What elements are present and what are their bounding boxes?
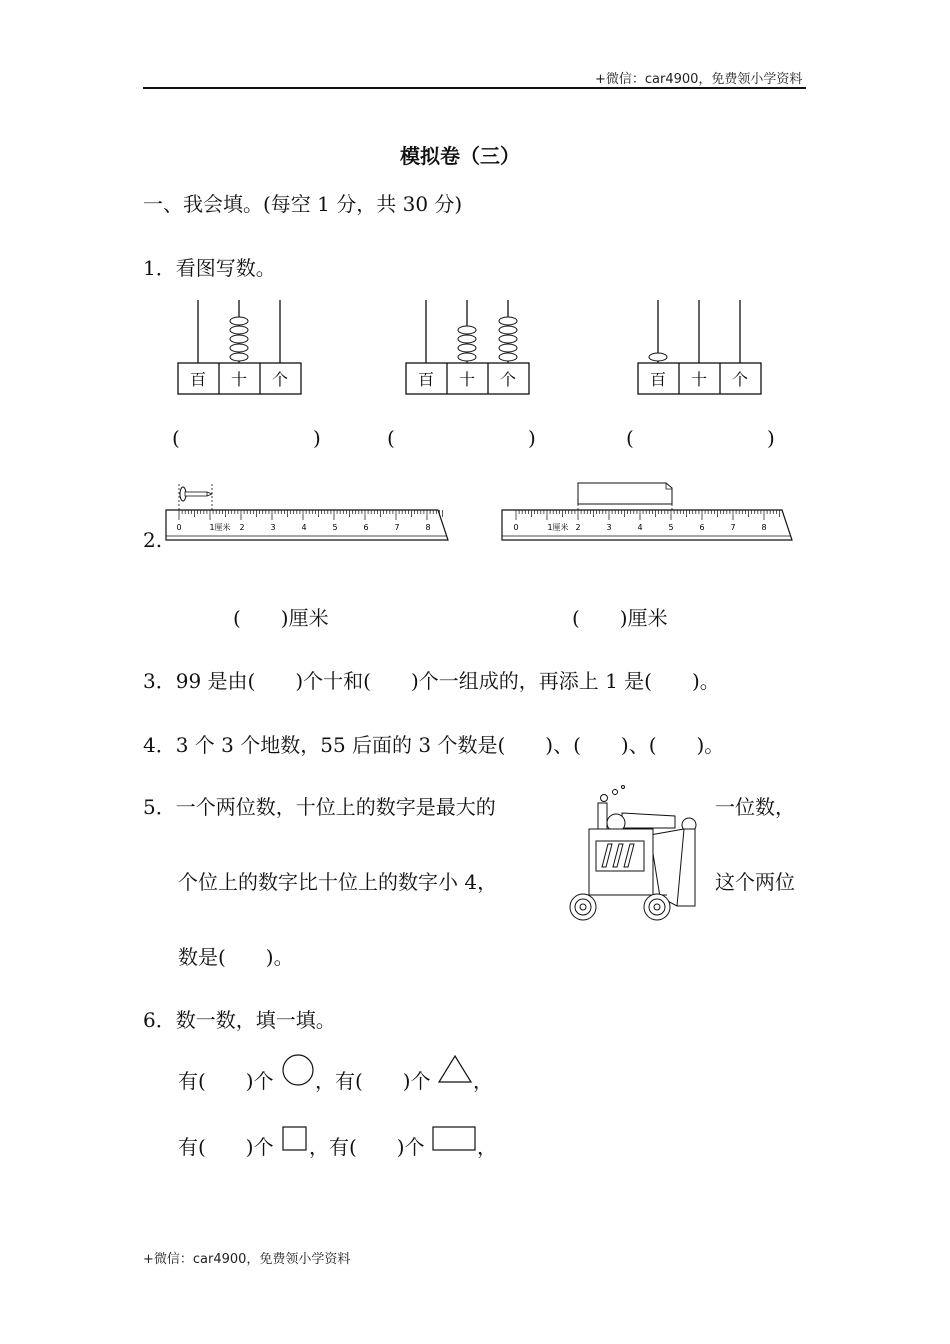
- place-label-hundreds: 百: [649, 370, 667, 389]
- bead: [499, 326, 517, 334]
- q6-row2-rectangle-text: ，有( )个: [309, 1135, 425, 1159]
- bead: [458, 335, 476, 343]
- q5-line1: 5．一个两位数，十位上的数字是最大的: [143, 795, 496, 819]
- q1-blank-3-open: (: [626, 426, 634, 450]
- bead: [230, 353, 248, 361]
- bead: [458, 326, 476, 334]
- tick-7: 7: [730, 523, 736, 532]
- tick-3: 3: [606, 523, 612, 532]
- bead: [230, 326, 248, 334]
- q1-blank-1-close: ): [313, 426, 321, 450]
- tick-4: 4: [301, 523, 307, 532]
- place-label-ones: 个: [499, 370, 517, 389]
- bead: [458, 344, 476, 352]
- bead: [230, 344, 248, 352]
- tick-8: 8: [425, 523, 431, 532]
- paper-strip-icon: [578, 483, 672, 504]
- square-shape-icon: [281, 1125, 309, 1153]
- abacus-3: [630, 295, 770, 400]
- tick-6: 6: [699, 523, 705, 532]
- triangle-shape-icon: [437, 1053, 473, 1085]
- header-rule: [143, 87, 806, 89]
- nail-icon: [180, 487, 212, 501]
- wheel-icon: [570, 894, 596, 920]
- bead: [499, 353, 517, 361]
- q5-line1-tail: 一位数，: [715, 795, 795, 819]
- q5-line3: 数是( )。: [178, 945, 294, 969]
- q5-line2: 个位上的数字比十位上的数字小 4，: [178, 870, 498, 894]
- q2-label: 2.: [143, 528, 163, 552]
- q6-row1-circle-text: 有( )个: [178, 1069, 274, 1093]
- bead: [499, 335, 517, 343]
- tick-3: 3: [270, 523, 276, 532]
- q5-line2-tail: 这个两位: [715, 870, 795, 894]
- q1-label: 1．看图写数。: [143, 256, 276, 280]
- q4-text: 4．3 个 3 个地数，55 后面的 3 个数是( )、( )、( )。: [143, 733, 725, 757]
- circle-shape-icon: [281, 1053, 315, 1087]
- q1-blank-3-close: ): [767, 426, 775, 450]
- tick-0: 0: [513, 523, 519, 532]
- header-watermark: +微信：car4900，免费领小学资料: [595, 72, 803, 87]
- page-title: 模拟卷（三）: [400, 144, 520, 168]
- place-label-tens: 十: [690, 370, 708, 389]
- q1-blank-2-open: (: [387, 426, 395, 450]
- q2-answer-1: ( )厘米: [233, 606, 329, 630]
- q3-text: 3．99 是由( )个十和( )个一组成的，再添上 1 是( )。: [143, 669, 720, 693]
- tick-1: 1厘米: [209, 523, 231, 532]
- shape-vehicle-picture: [562, 783, 707, 928]
- ruler-with-nail: [162, 478, 454, 548]
- tick-5: 5: [668, 523, 674, 532]
- q6-row1-triangle-text: ，有( )个: [315, 1069, 431, 1093]
- tick-4: 4: [637, 523, 643, 532]
- q6-row1-end: ，: [473, 1069, 493, 1093]
- ruler-with-strip: [498, 478, 798, 548]
- place-label-hundreds: 百: [189, 370, 207, 389]
- tick-2: 2: [575, 523, 581, 532]
- bead: [649, 353, 667, 361]
- bead: [458, 353, 476, 361]
- wheel-icon: [644, 894, 670, 920]
- tick-1: 1厘米: [547, 523, 569, 532]
- rectangle-shape-icon: [431, 1125, 477, 1153]
- q2-answer-2: ( )厘米: [572, 606, 668, 630]
- tick-8: 8: [761, 523, 767, 532]
- q1-blank-1-open: (: [172, 426, 180, 450]
- bead: [230, 317, 248, 325]
- section1-heading: 一、我会填。(每空 1 分，共 30 分): [143, 192, 463, 216]
- abacus-2: [398, 295, 538, 400]
- q6-label: 6．数一数，填一填。: [143, 1008, 336, 1032]
- tick-0: 0: [176, 523, 182, 532]
- abacus-1: [170, 295, 310, 400]
- q6-row2-square-text: 有( )个: [178, 1135, 274, 1159]
- place-label-ones: 个: [731, 370, 749, 389]
- tick-6: 6: [363, 523, 369, 532]
- bead: [499, 317, 517, 325]
- place-label-hundreds: 百: [417, 370, 435, 389]
- bead: [230, 335, 248, 343]
- tick-7: 7: [394, 523, 400, 532]
- place-label-tens: 十: [458, 370, 476, 389]
- q6-row2-end: ，: [477, 1135, 497, 1159]
- place-label-ones: 个: [271, 370, 289, 389]
- q1-blank-2-close: ): [528, 426, 536, 450]
- tick-5: 5: [332, 523, 338, 532]
- place-label-tens: 十: [230, 370, 248, 389]
- bead: [499, 344, 517, 352]
- tick-2: 2: [239, 523, 245, 532]
- footer-watermark: +微信：car4900，免费领小学资料: [143, 1252, 351, 1267]
